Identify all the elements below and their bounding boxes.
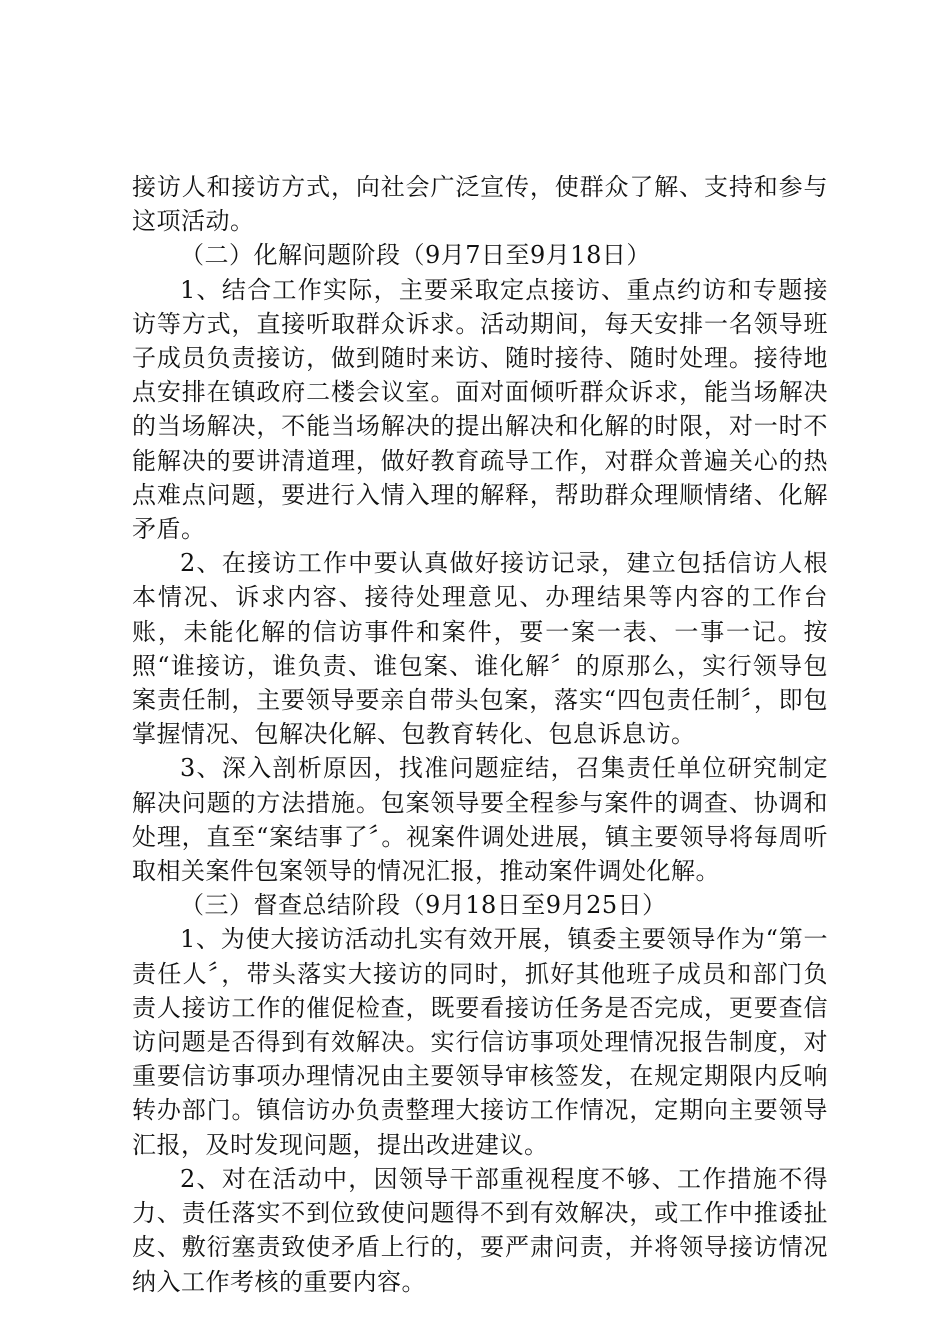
section-heading-stage-three: （三）督查总结阶段（9月18日至9月25日）	[180, 891, 667, 920]
paragraph-stage-three-item-2: 2、对在活动中，因领导干部重视程度不够、工作措施不得力、责任落实不到位致使问题得不到有效解决，或工作中推诿扯皮、敷衍塞责致使矛盾上行的，要严肃问责，并将领导接访情况纳入工作考核的重要内容。	[132, 1164, 828, 1296]
paragraph-stage-two-item-2: 2、在接访工作中要认真做好接访记录，建立包括信访人根本情况、诉求内容、接待处理意见、办理结果等内容的工作台账，未能化解的信访事件和案件，要一案一表、一事一记。按照“谁接访，谁负责、谁包案、谁化解〞的原那么，实行领导包案责任制，主要领导要亲自带头包案，落实“四包责任制〞，即包掌握情况、包解决化解、包教育转化、包息诉息访。	[132, 549, 828, 749]
section-heading-stage-two: （二）化解问题阶段（9月7日至9月18日）	[180, 241, 651, 270]
paragraph-stage-two-item-3: 3、深入剖析原因，找准问题症结，召集责任单位研究制定解决问题的方法措施。包案领导要全程参与案件的调查、协调和处理，直至“案结事了〞。视案件调处进展，镇主要领导将每周听取相关案件包案领导的情况汇报，推动案件调处化解。	[132, 754, 828, 886]
document-body	[132, 170, 828, 1299]
paragraph-stage-two-item-1: 1、结合工作实际，主要采取定点接访、重点约访和专题接访等方式，直接听取群众诉求。活动期间，每天安排一名领导班子成员负责接访，做到随时来访、随时接待、随时处理。接待地点安排在镇政府二楼会议室。面对面倾听群众诉求，能当场解决的当场解决，不能当场解决的提出解决和化解的时限，对一时不能解决的要讲清道理，做好教育疏导工作，对群众普遍关心的热点难点问题，要进行入情入理的解释，帮助群众理顺情绪、化解矛盾。	[132, 275, 828, 544]
paragraph-stage-three-item-1: 1、为使大接访活动扎实有效开展，镇委主要领导作为“第一责任人〞，带头落实大接访的同时，抓好其他班子成员和部门负责人接访工作的催促检查，既要看接访任务是否完成，更要查信访问题是否得到有效解决。实行信访事项处理情况报告制度，对重要信访事项办理情况由主要领导审核签发，在规定期限内反响转办部门。镇信访办负责整理大接访工作情况，定期向主要领导汇报，及时发现问题，提出改进建议。	[132, 925, 828, 1159]
paragraph-intro-continuation: 接访人和接访方式，向社会广泛宣传，使群众了解、支持和参与这项活动。	[132, 173, 828, 236]
